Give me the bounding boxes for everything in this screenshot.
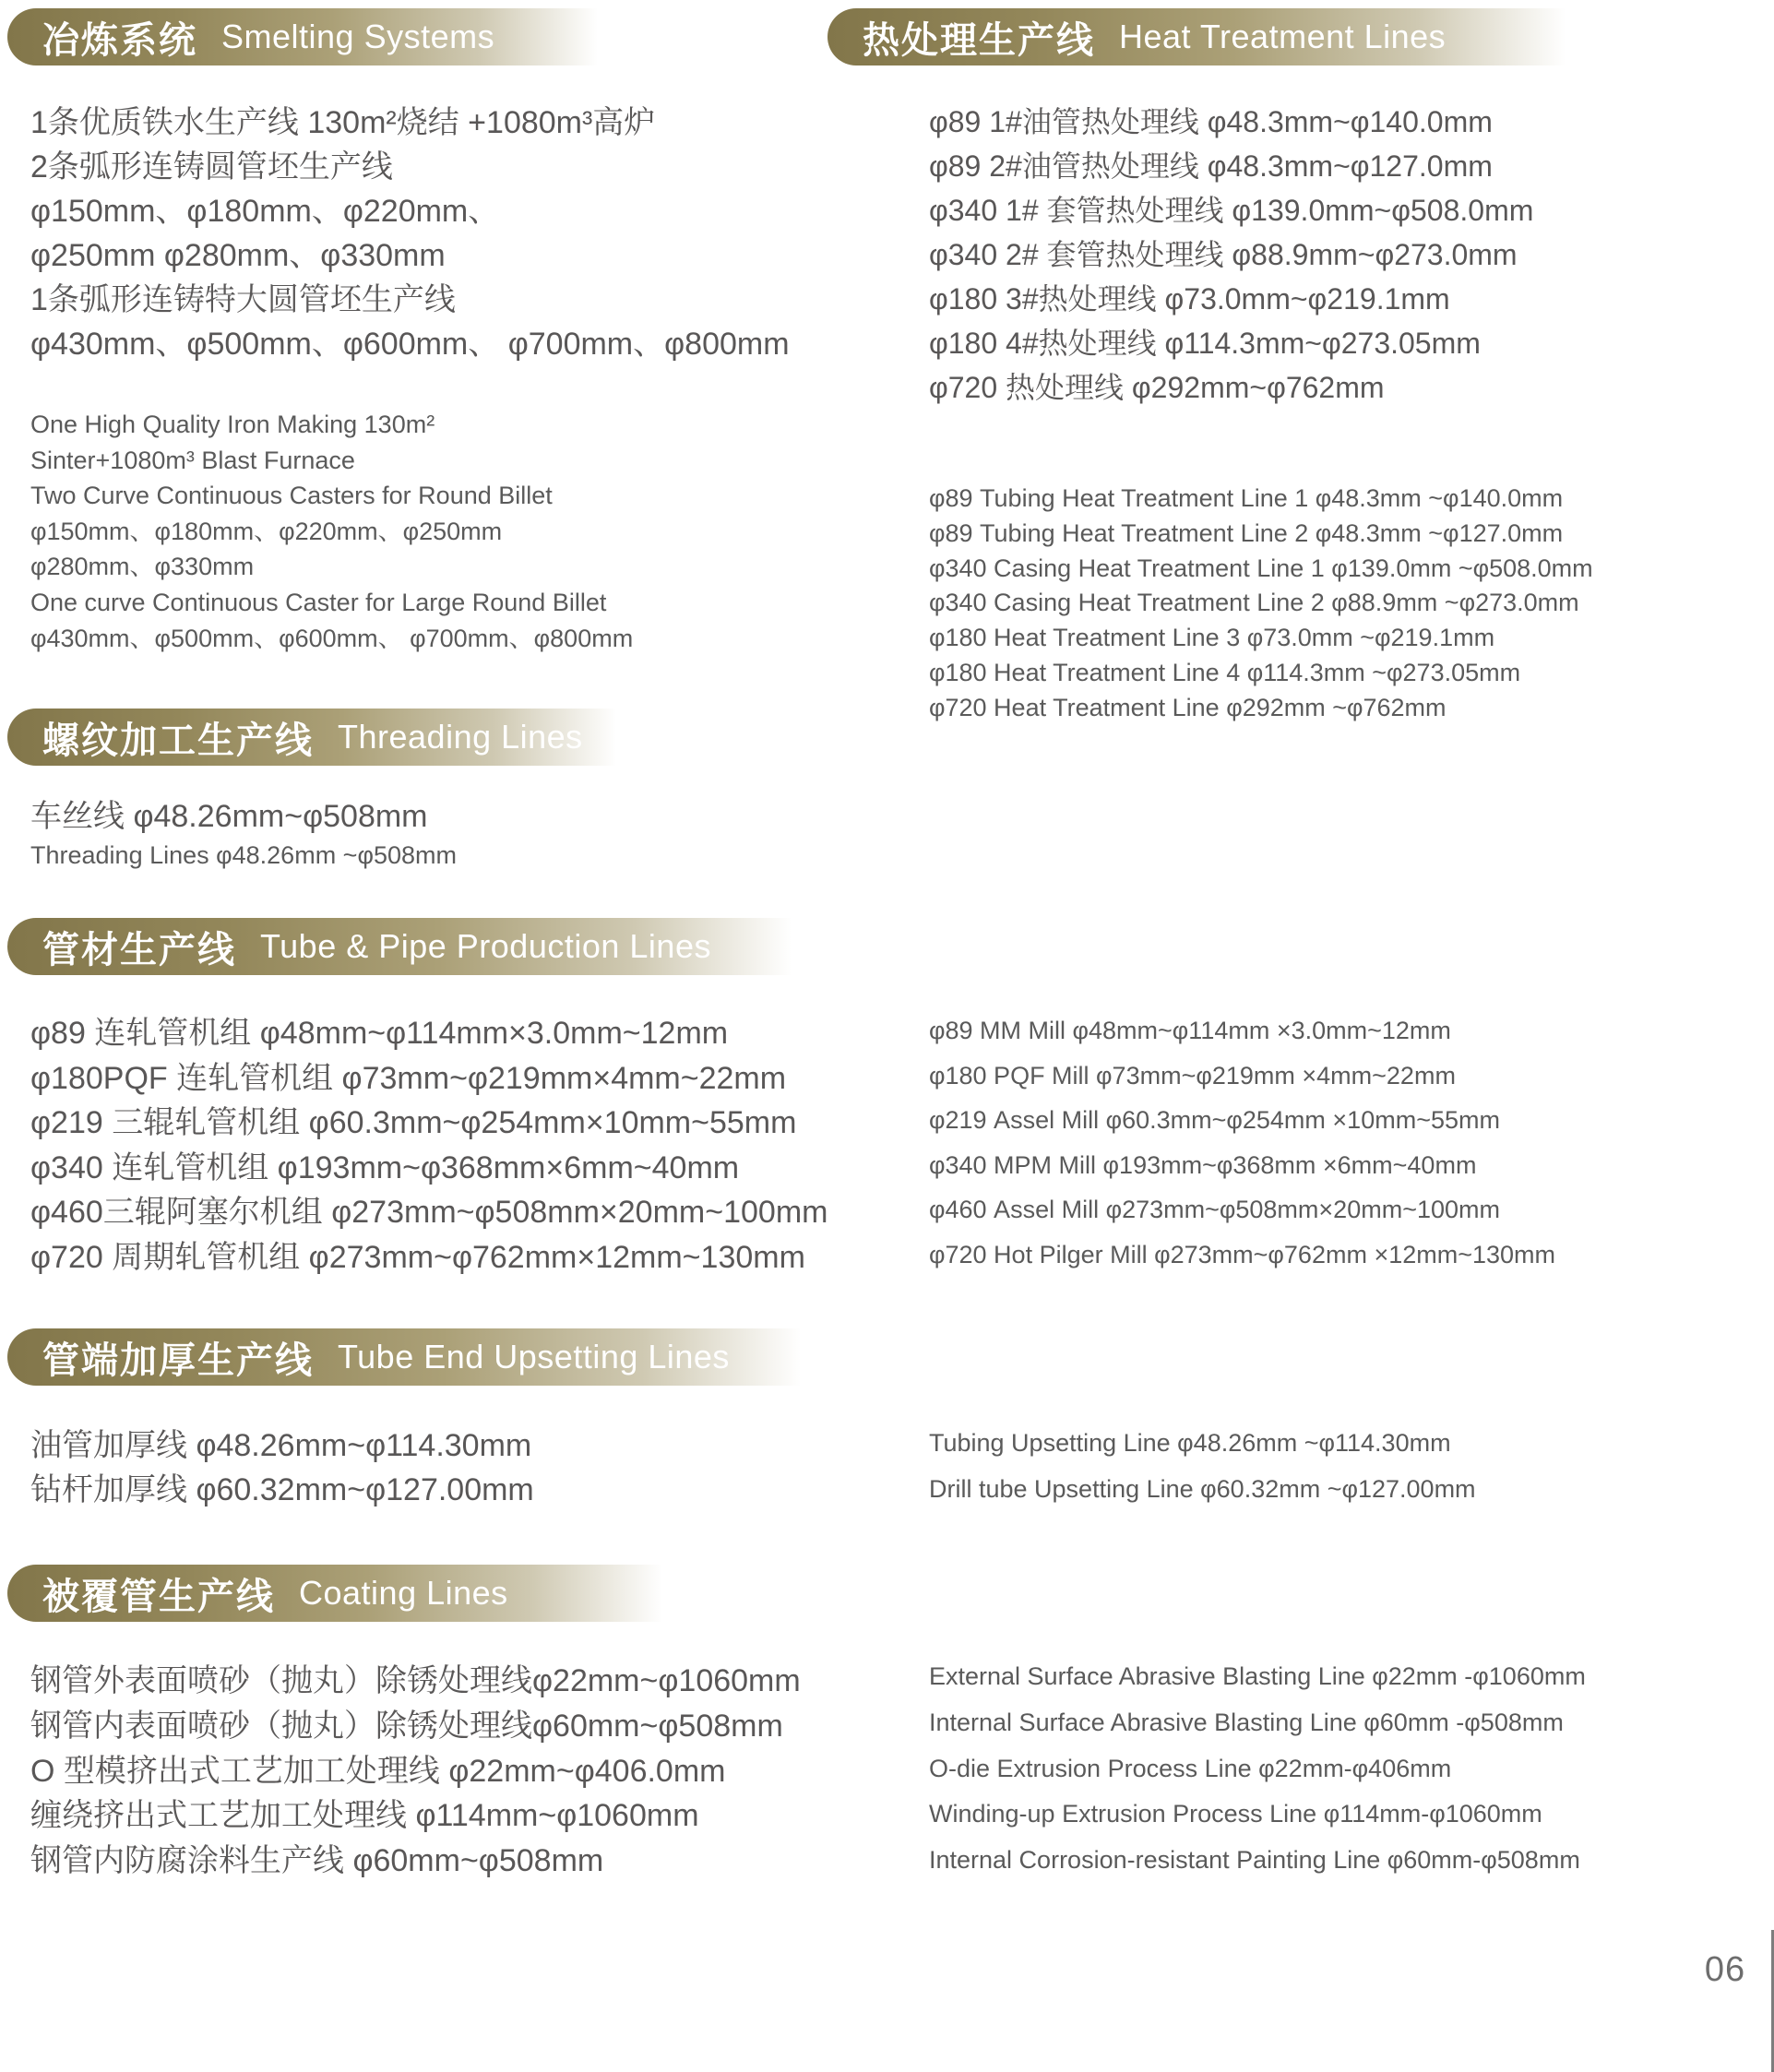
text-line: φ340 MPM Mill φ193mm~φ368mm ×6mm~40mm — [929, 1150, 1477, 1179]
text-line: φ89 Tubing Heat Treatment Line 2 φ48.3mm ~φ127.0mm — [929, 518, 1564, 547]
threading-cn-lines — [30, 794, 428, 839]
text-line: φ430mm、φ500mm、φ600mm、 φ700mm、φ800mm — [30, 327, 790, 362]
heat-treatment-title-en: Heat Treatment Lines — [1119, 18, 1447, 55]
text-line: φ340 Casing Heat Treatment Line 1 φ139.0mm ~φ508.0mm — [929, 554, 1593, 582]
text-line: 油管加厚线 φ48.26mm~φ114.30mm — [30, 1428, 532, 1463]
text-line: 1条弧形连铸特大圆管坯生产线 — [30, 282, 456, 317]
text-line: 钢管内表面喷砂（抛丸）除锈处理线φ60mm~φ508mm — [30, 1708, 783, 1744]
text-line: φ720 热处理线 φ292mm~φ762mm — [929, 371, 1385, 404]
text-line: φ340 连轧管机组 φ193mm~φ368mm×6mm~40mm — [30, 1149, 740, 1185]
text-line: φ430mm、φ500mm、φ600mm、 φ700mm、φ800mm — [30, 624, 634, 652]
text-line: O 型模挤出式工艺加工处理线 φ22mm~φ406.0mm — [30, 1753, 726, 1789]
text-line: φ340 2# 套管热处理线 φ88.9mm~φ273.0mm — [929, 238, 1518, 271]
text-line: 车丝线 φ48.26mm~φ508mm — [30, 799, 428, 834]
coating-section-header — [7, 1565, 662, 1622]
coating-title-cn: 被覆管生产线 — [42, 1576, 275, 1617]
threading-title-cn: 螺纹加工生产线 — [42, 720, 314, 761]
heat-treatment-section-header — [827, 8, 1566, 65]
text-line: φ89 1#油管热处理线 φ48.3mm~φ140.0mm — [929, 105, 1493, 138]
text-line: Drill tube Upsetting Line φ60.32mm ~φ127.00mm — [929, 1475, 1476, 1503]
tube-pipe-title-en: Tube & Pipe Production Lines — [260, 927, 711, 965]
coating-en-lines — [929, 1654, 1586, 1884]
tube-pipe-en-lines — [929, 1008, 1555, 1277]
text-line: One curve Continuous Caster for Large Round Billet — [30, 588, 607, 616]
text-line: Sinter+1080m³ Blast Furnace — [30, 446, 355, 474]
text-line: φ89 连轧管机组 φ48mm~φ114mm×3.0mm~12mm — [30, 1016, 729, 1051]
text-line: External Surface Abrasive Blasting Line φ22mm -φ1060mm — [929, 1662, 1586, 1690]
smelting-title-cn: 冶炼系统 — [42, 19, 197, 61]
text-line: φ219 Assel Mill φ60.3mm~φ254mm ×10mm~55mm — [929, 1106, 1500, 1134]
text-line: φ180PQF 连轧管机组 φ73mm~φ219mm×4mm~22mm — [30, 1060, 787, 1096]
text-line: φ180 Heat Treatment Line 4 φ114.3mm ~φ273.05mm — [929, 658, 1521, 686]
text-line: φ720 Heat Treatment Line φ292mm ~φ762mm — [929, 693, 1447, 721]
text-line: Internal Surface Abrasive Blasting Line φ60mm -φ508mm — [929, 1708, 1564, 1736]
text-line: Tubing Upsetting Line φ48.26mm ~φ114.30mm — [929, 1429, 1451, 1457]
text-line: One High Quality Iron Making 130m² — [30, 411, 435, 438]
text-line: O-die Extrusion Process Line φ22mm-φ406mm — [929, 1754, 1452, 1782]
text-line: φ460 Assel Mill φ273mm~φ508mm×20mm~100mm — [929, 1196, 1500, 1223]
upsetting-cn-lines — [30, 1423, 534, 1512]
text-line: Internal Corrosion-resistant Painting Line φ60mm-φ508mm — [929, 1846, 1580, 1875]
smelting-en-lines — [30, 407, 633, 656]
text-line: φ340 1# 套管热处理线 φ139.0mm~φ508.0mm — [929, 194, 1534, 227]
text-line: φ340 Casing Heat Treatment Line 2 φ88.9mm ~φ273.0mm — [929, 589, 1579, 617]
text-line: φ180 Heat Treatment Line 3 φ73.0mm ~φ219.1mm — [929, 624, 1495, 652]
tube-pipe-cn-lines — [30, 1011, 827, 1280]
text-line: 1条优质铁水生产线 130m²烧结 +1080m³高炉 — [30, 105, 656, 140]
text-line: φ89 Tubing Heat Treatment Line 1 φ48.3mm ~φ140.0mm — [929, 484, 1564, 512]
text-line: Two Curve Continuous Casters for Round Billet — [30, 482, 553, 510]
page-number: 06 — [1704, 1950, 1746, 1989]
text-line: φ180 3#热处理线 φ73.0mm~φ219.1mm — [929, 282, 1450, 316]
text-line: φ219 三辊轧管机组 φ60.3mm~φ254mm×10mm~55mm — [30, 1105, 797, 1140]
text-line: φ720 Hot Pilger Mill φ273mm~φ762mm ×12mm~130mm — [929, 1240, 1556, 1268]
coating-cn-lines — [30, 1659, 801, 1884]
text-line: φ150mm、φ180mm、φ220mm、 — [30, 194, 500, 229]
text-line: 钢管外表面喷砂（抛丸）除锈处理线φ22mm~φ1060mm — [30, 1663, 801, 1698]
threading-title-en: Threading Lines — [338, 718, 583, 756]
heat-treatment-cn-lines — [929, 100, 1533, 410]
text-line: φ180 4#热处理线 φ114.3mm~φ273.05mm — [929, 327, 1481, 360]
threading-section-header — [7, 709, 616, 766]
threading-en-lines — [30, 838, 457, 874]
text-line: 钢管内防腐涂料生产线 φ60mm~φ508mm — [30, 1843, 604, 1879]
text-line: Winding-up Extrusion Process Line φ114mm-φ1060mm — [929, 1800, 1542, 1828]
text-line: 2条弧形连铸圆管坯生产线 — [30, 149, 393, 185]
smelting-title-en: Smelting Systems — [221, 18, 495, 55]
upsetting-section-header — [7, 1328, 801, 1386]
heat-treatment-title-cn: 热处理生产线 — [863, 19, 1095, 61]
text-line: Threading Lines φ48.26mm ~φ508mm — [30, 841, 457, 869]
upsetting-title-cn: 管端加厚生产线 — [42, 1340, 314, 1381]
text-line: 缠绕挤出式工艺加工处理线 φ114mm~φ1060mm — [30, 1798, 699, 1834]
tube-pipe-title-cn: 管材生产线 — [42, 929, 236, 971]
text-line: φ280mm、φ330mm — [30, 553, 255, 581]
text-line: φ180 PQF Mill φ73mm~φ219mm ×4mm~22mm — [929, 1061, 1456, 1090]
text-line: φ89 2#油管热处理线 φ48.3mm~φ127.0mm — [929, 149, 1493, 183]
smelting-cn-lines — [30, 101, 790, 366]
text-line: φ150mm、φ180mm、φ220mm、φ250mm — [30, 517, 503, 545]
tube-pipe-section-header — [7, 918, 792, 975]
upsetting-en-lines — [929, 1420, 1476, 1512]
text-line: 钻杆加厚线 φ60.32mm~φ127.00mm — [30, 1472, 534, 1507]
text-line: φ89 MM Mill φ48mm~φ114mm ×3.0mm~12mm — [929, 1017, 1451, 1044]
text-line: φ460三辊阿塞尔机组 φ273mm~φ508mm×20mm~100mm — [30, 1195, 828, 1230]
text-line: φ250mm φ280mm、φ330mm — [30, 238, 446, 273]
heat-treatment-en-lines — [929, 482, 1593, 726]
upsetting-title-en: Tube End Upsetting Lines — [338, 1338, 730, 1375]
text-line: φ720 周期轧管机组 φ273mm~φ762mm×12mm~130mm — [30, 1239, 805, 1275]
smelting-section-header — [7, 8, 598, 65]
coating-title-en: Coating Lines — [299, 1574, 508, 1612]
